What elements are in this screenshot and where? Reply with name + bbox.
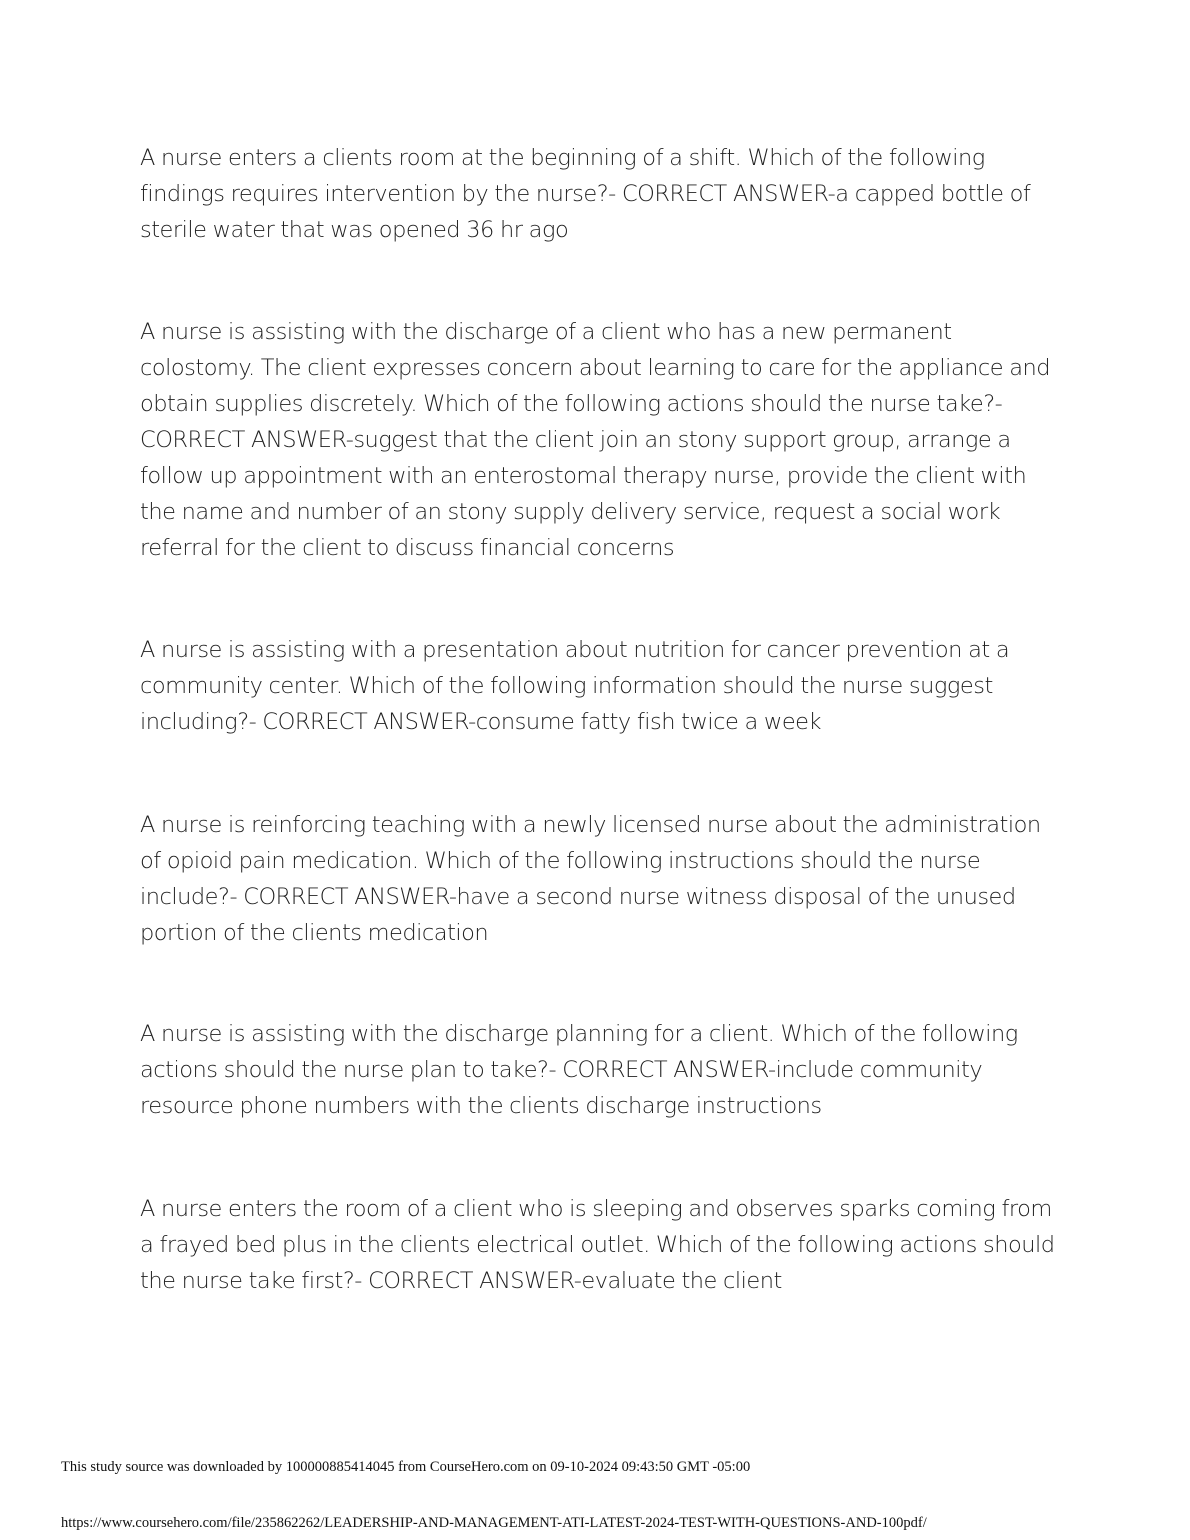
question-answer-3: A nurse is assisting with a presentation about nutrition for cancer prevention at a community center. Which of the following information should the nurse suggest including?- CORRECT ANSWER-consume fatty fish twice a week [140,637,1010,735]
footer-source-note: This study source was downloaded by 100000885414045 from CourseHero.com on 09-10-2024 09:43:50 GMT -05:00 [61,1459,751,1475]
question-answer-4: A nurse is reinforcing teaching with a newly licensed nurse about the administration of opioid pain medication. Which of the following instructions should the nurse include?- CORRECT ANSWER-have a second nurse witness disposal of the unused portion of the clients medication [140,812,1041,946]
footer-url: https://www.coursehero.com/file/235862262/LEADERSHIP-AND-MANAGEMENT-ATI-LATEST-2024-TEST-WITH-QUESTIONS-AND-100pdf/ [61,1515,927,1531]
question-answer-2: A nurse is assisting with the discharge of a client who has a new permanent colostomy. The client expresses concern about learning to care for the appliance and obtain supplies discretely. Which of the following actions should the nurse take?- CORRECT ANSWER-suggest that the client join an stony support group, arrange a follow up appointment with an enterostomal therapy nurse, provide the client with the name and number of an stony supply delivery service, request a social work referral for the client to discuss financial concerns [140,319,1051,561]
question-answer-5: A nurse is assisting with the discharge planning for a client. Which of the following actions should the nurse plan to take?- CORRECT ANSWER-include community resource phone numbers with the clients discharge instructions [140,1021,1018,1119]
question-answer-6: A nurse enters the room of a client who is sleeping and observes sparks coming from a frayed bed plus in the clients electrical outlet. Which of the following actions should the nurse take first?- CORRECT ANSWER-evaluate the client [140,1196,1055,1294]
question-answer-1: A nurse enters a clients room at the beginning of a shift. Which of the following findings requires intervention by the nurse?- CORRECT ANSWER-a capped bottle of sterile water that was opened 36 hr ago [140,145,1031,243]
